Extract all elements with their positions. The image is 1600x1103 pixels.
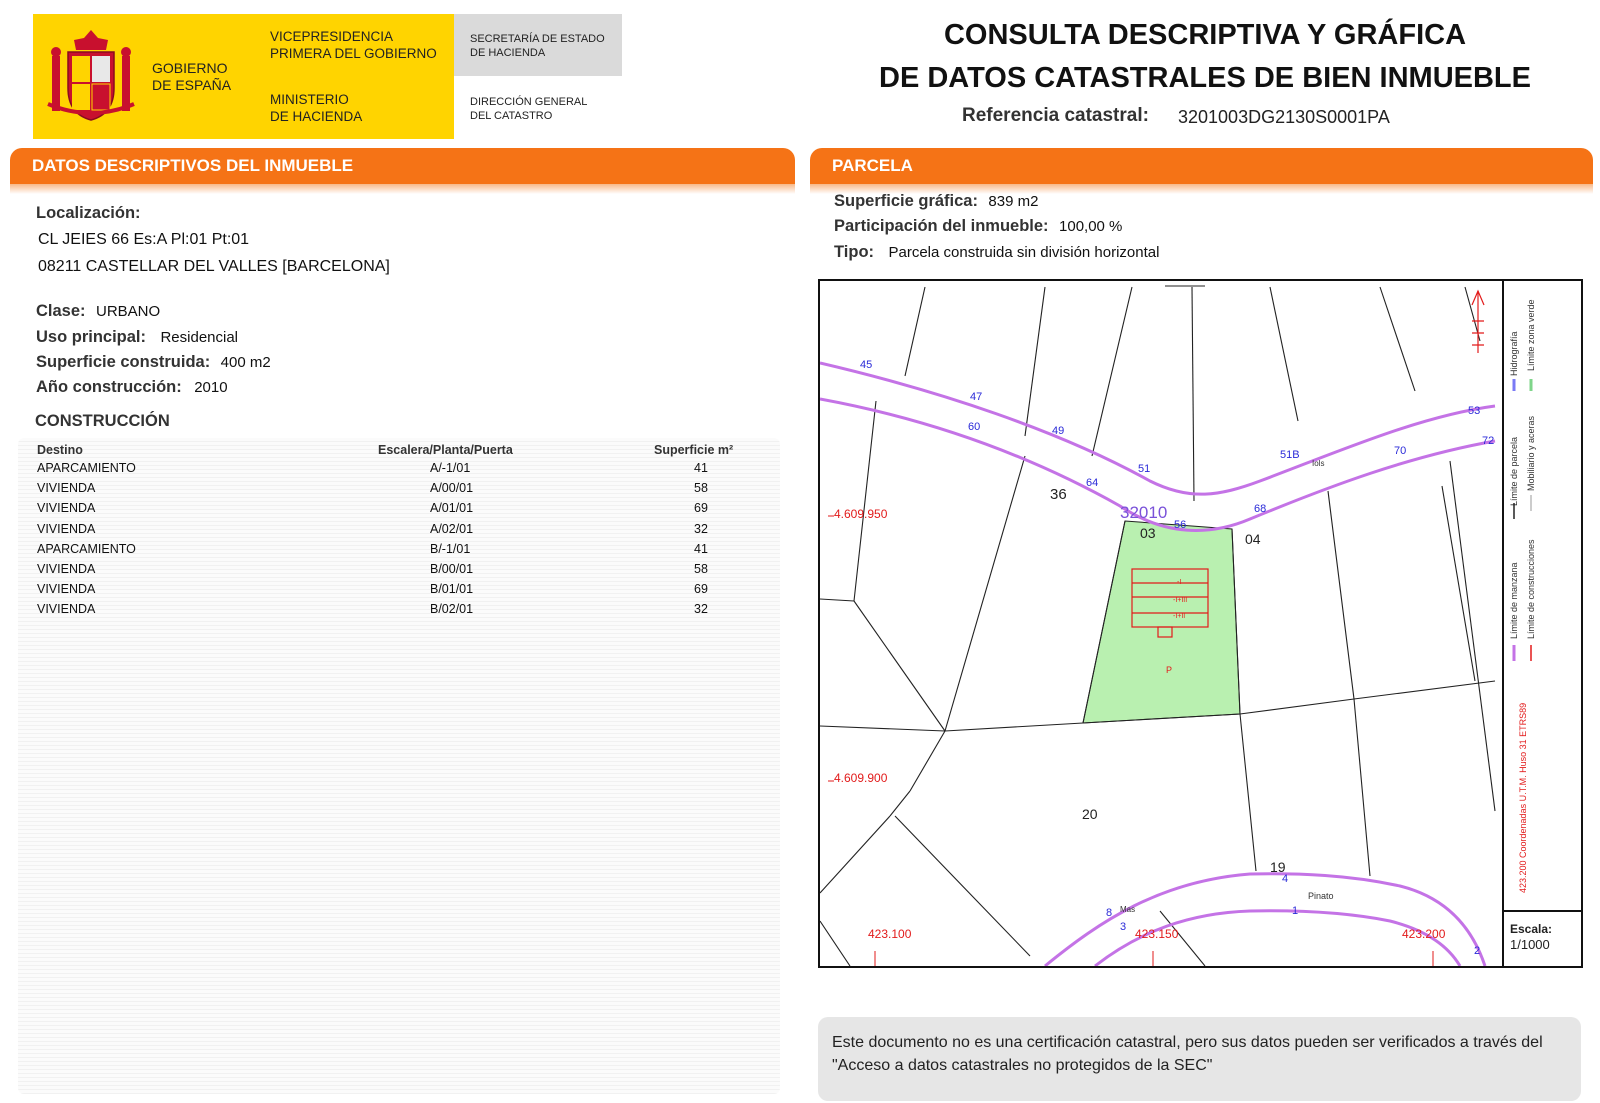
legend-mobiliario: Mobiliario y aceras	[1526, 415, 1536, 491]
building-label-1: -I	[1177, 579, 1182, 586]
row-escalera: A/01/01	[430, 501, 474, 516]
column-header-escalera: Escalera/Planta/Puerta	[378, 443, 513, 457]
row-destino: VIVIENDA	[37, 562, 96, 576]
street-number: 8	[1106, 907, 1113, 919]
row-destino: VIVIENDA	[37, 481, 96, 496]
ref-catastral-value: 3201003DG2130S0001PA	[1178, 107, 1390, 127]
street-name: Pinato	[1308, 891, 1334, 901]
row-superficie: 69	[694, 582, 708, 597]
street-number: 53	[1468, 405, 1481, 417]
section-divider	[10, 184, 795, 194]
row-superficie: 69	[694, 501, 708, 516]
row-escalera: B/-1/01	[430, 541, 471, 556]
superficie-construida-row	[36, 353, 271, 372]
street-number: 60	[968, 421, 981, 433]
construccion-title: CONSTRUCCIÓN	[35, 412, 170, 430]
row-superficie: 32	[694, 521, 708, 536]
page-title: CONSULTA DESCRIPTIVA Y GRÁFICA DE DATOS CATASTRALES DE BIEN INMUEBLE	[879, 19, 1531, 94]
uso-value: Residencial	[160, 329, 239, 346]
legend-limite-construcciones: Límite de construcciones	[1526, 539, 1536, 639]
column-header-superficie: Superficie m²	[654, 443, 734, 457]
section-header-descriptivos: DATOS DESCRIPTIVOS DEL INMUEBLE	[10, 148, 795, 184]
parcel-letter: P	[1166, 665, 1173, 675]
street-number: 56	[1174, 519, 1187, 531]
building-label-3: -I+II	[1173, 613, 1186, 620]
row-escalera: B/00/01	[430, 562, 474, 576]
address-line-2: 08211 CASTELLAR DEL VALLES [BARCELONA]	[38, 258, 390, 275]
escala-value: 1/1000	[1510, 937, 1550, 952]
uso-row	[36, 328, 238, 347]
row-destino: APARCAMIENTO	[37, 541, 136, 556]
street-number: 1	[1292, 905, 1299, 917]
row-destino: APARCAMIENTO	[37, 461, 136, 475]
street-number: 51	[1138, 463, 1151, 475]
street-number: 51B	[1280, 449, 1300, 461]
superficie-construida-value: 400 m2	[220, 354, 271, 371]
row-superficie: 58	[694, 481, 708, 496]
legend-limite-parcela: Límite de parcela	[1509, 436, 1519, 506]
superficie-grafica-value: 839 m2	[988, 193, 1039, 210]
ano-construccion-row	[36, 378, 228, 397]
clase-value: URBANO	[95, 303, 161, 320]
coord-y-label-1: 4.609.950	[834, 507, 888, 521]
street-name: Iols	[1312, 459, 1325, 468]
street-number: 4	[1282, 873, 1289, 885]
street-number: 64	[1086, 477, 1099, 489]
row-superficie: 41	[694, 541, 708, 556]
block-number: 32010	[1120, 503, 1168, 522]
street-number: 72	[1482, 435, 1495, 447]
row-escalera: B/01/01	[430, 582, 474, 597]
clase-label: Clase:	[36, 302, 86, 320]
coat-of-arms-icon	[46, 26, 136, 126]
street-number: 45	[860, 359, 873, 371]
cadastral-map	[818, 279, 1583, 968]
row-destino: VIVIENDA	[37, 521, 96, 536]
escala-label-text: Escala:	[1510, 922, 1553, 936]
secretaria-text: SECRETARÍA DE ESTADO DE HACIENDA	[470, 33, 605, 59]
row-escalera: A/-1/01	[430, 461, 471, 475]
superficie-grafica-row	[834, 192, 1038, 211]
street-number: 47	[970, 391, 983, 403]
ministerio-text: MINISTERIO DE HACIENDA	[270, 92, 363, 124]
parcel-number-36: 36	[1050, 486, 1067, 503]
row-escalera: B/02/01	[430, 602, 474, 617]
uso-label: Uso principal:	[36, 328, 147, 346]
legend-zona-verde: Límite zona verde	[1526, 299, 1536, 371]
parcel-number-04: 04	[1245, 531, 1261, 547]
gobierno-espana-text: GOBIERNO DE ESPAÑA	[152, 60, 232, 93]
street-number: 49	[1052, 425, 1065, 437]
street-number: 70	[1394, 445, 1407, 457]
row-destino: VIVIENDA	[37, 501, 96, 516]
coord-x-label-1: 423.100	[868, 927, 912, 941]
column-header-destino: Destino	[37, 443, 83, 457]
coord-x-label-3: 423.200	[1402, 927, 1446, 941]
row-superficie: 58	[694, 562, 708, 576]
street-name: Mas	[1120, 905, 1136, 914]
street-number: 2	[1474, 945, 1481, 957]
participacion-row	[834, 217, 1122, 236]
coord-y-label-2: 4.609.900	[834, 771, 888, 785]
tipo-value: Parcela construida sin división horizontal	[888, 244, 1160, 261]
disclaimer-note: Este documento no es una certificación catastral, pero sus datos pueden ser verificados a través del "Acceso a datos catastrales no protegidos de la SEC"	[818, 1017, 1581, 1101]
street-number: 68	[1254, 503, 1267, 515]
vicepresidencia-text: VICEPRESIDENCIA PRIMERA DEL GOBIERNO	[270, 29, 437, 61]
parcel-number-20: 20	[1082, 806, 1098, 822]
legend-limite-manzana: Límite de manzana	[1509, 562, 1519, 639]
localizacion-label: Localización:	[36, 204, 141, 222]
clase-row	[36, 302, 160, 321]
direccion-catastro-text: DIRECCIÓN GENERAL DEL CATASTRO	[470, 96, 588, 122]
address-line-1: CL JEIES 66 Es:A Pl:01 Pt:01	[38, 231, 250, 248]
row-superficie: 32	[694, 602, 708, 617]
row-superficie: 41	[694, 461, 708, 475]
coord-x-label-2: 423.150	[1135, 927, 1179, 941]
ano-construccion-value: 2010	[194, 379, 228, 396]
tipo-row	[834, 243, 1159, 262]
street-number: 3	[1120, 921, 1127, 933]
utm-coordinates-text: 423.200 Coordenadas U.T.M. Huso 31 ETRS89	[1518, 702, 1528, 893]
ref-catastral-label: Referencia catastral:	[962, 105, 1149, 126]
building-label-2: -I+III	[1173, 597, 1188, 604]
parcel-number-19: 19	[1270, 859, 1286, 875]
participacion-label: Participación del inmueble:	[834, 217, 1049, 235]
legend-hidrografia: Hidrografía	[1509, 331, 1519, 376]
row-destino: VIVIENDA	[37, 582, 96, 597]
superficie-grafica-label: Superficie gráfica:	[834, 192, 978, 210]
section-header-parcela: PARCELA	[810, 148, 1593, 184]
ano-construccion-label: Año construcción:	[36, 378, 182, 396]
row-escalera: A/02/01	[430, 521, 474, 536]
superficie-construida-label: Superficie construida:	[36, 353, 211, 371]
parcel-number-03: 03	[1140, 525, 1156, 541]
construccion-table	[18, 438, 780, 1094]
participacion-value: 100,00 %	[1059, 218, 1123, 235]
row-destino: VIVIENDA	[37, 602, 96, 617]
tipo-label: Tipo:	[834, 243, 875, 261]
row-escalera: A/00/01	[430, 481, 474, 496]
north-arrow-icon	[1472, 291, 1484, 353]
